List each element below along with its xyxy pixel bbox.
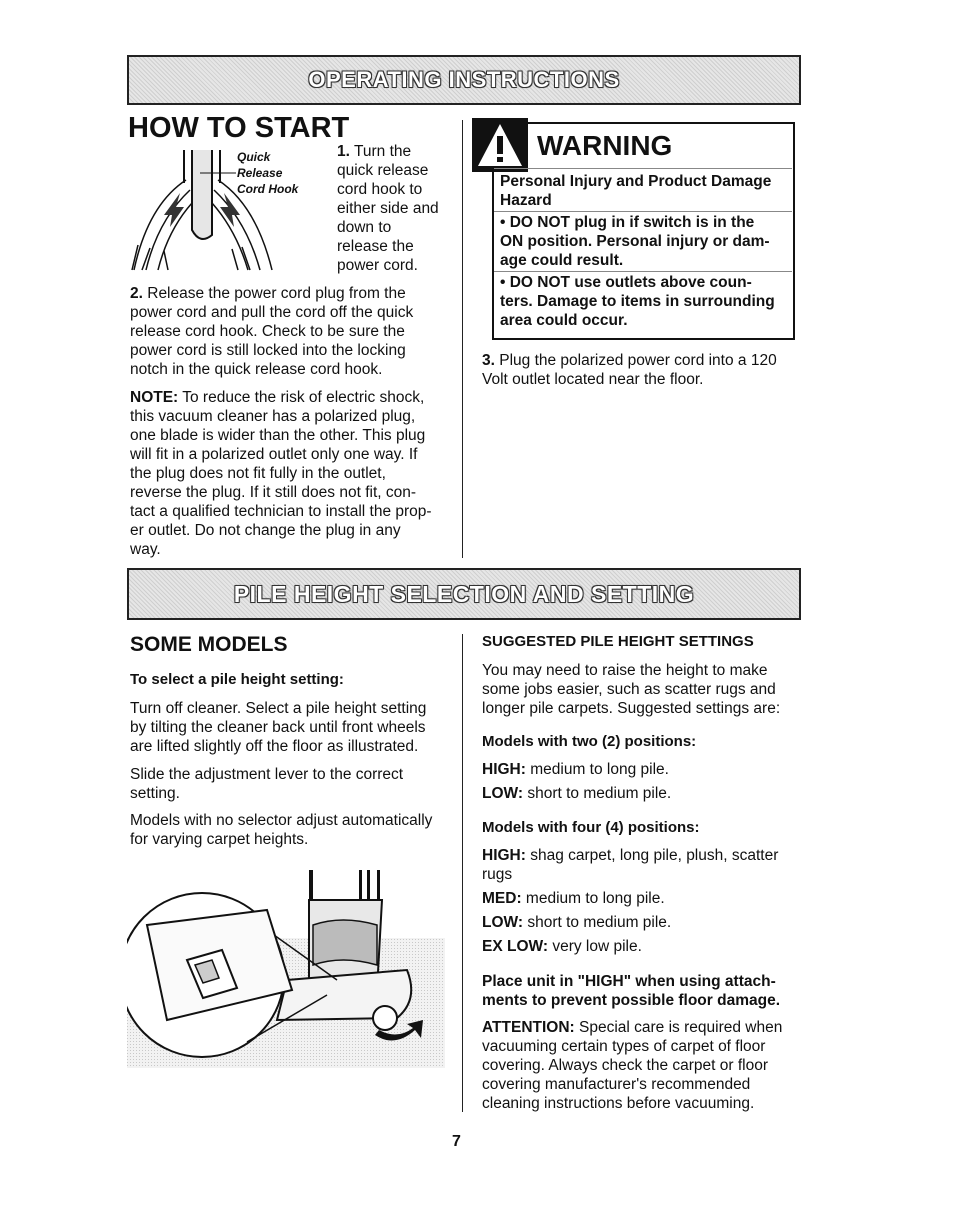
two-positions-title: Models with two (2) positions: bbox=[482, 733, 697, 750]
step-1-line: cord hook to bbox=[337, 181, 423, 198]
attention-line: covering. Always check the carpet or floor bbox=[482, 1057, 769, 1074]
paragraph-line: are lifted slightly off the floor as illustrated. bbox=[130, 738, 419, 755]
paragraph-line: for varying carpet heights. bbox=[130, 831, 309, 848]
label-release: Release bbox=[237, 166, 283, 180]
column-divider-bottom bbox=[462, 634, 463, 1112]
page-number: 7 bbox=[452, 1133, 461, 1150]
paragraph-line: by tilting the cleaner back until front wheels bbox=[130, 719, 426, 736]
label-quick: Quick bbox=[237, 150, 271, 164]
setting-label: LOW: bbox=[482, 785, 524, 802]
place-unit-note bbox=[482, 972, 780, 1010]
note-line: way. bbox=[130, 541, 161, 558]
some-models-subtitle: To select a pile height setting: bbox=[130, 671, 344, 688]
operating-instructions-banner bbox=[127, 55, 801, 105]
two-high-setting bbox=[482, 760, 669, 779]
warning-bullet-2 bbox=[500, 273, 792, 330]
setting-label: MED: bbox=[482, 890, 522, 907]
warning-separator bbox=[494, 211, 792, 212]
step-3-number: 3. bbox=[482, 352, 495, 369]
warning-bullet-line: • DO NOT use outlets above coun- bbox=[500, 274, 752, 291]
setting-text: very low pile. bbox=[548, 938, 642, 955]
note-line: tact a qualified technician to install the prop- bbox=[130, 503, 432, 520]
step-2-line: notch in the quick release cord hook. bbox=[130, 361, 383, 378]
warning-hazard-line: Personal Injury and Product Damage bbox=[500, 173, 772, 190]
paragraph-line: Slide the adjustment lever to the correct bbox=[130, 766, 404, 783]
note-line: reverse the plug. If it still does not fit, con- bbox=[130, 484, 417, 501]
warning-separator bbox=[494, 271, 792, 272]
four-low-setting bbox=[482, 913, 671, 932]
setting-text: short to medium pile. bbox=[523, 785, 672, 802]
pile-height-banner bbox=[127, 568, 801, 620]
warning-bullet-1 bbox=[500, 213, 792, 270]
step-1-line: Turn the bbox=[353, 143, 412, 160]
intro-line: some jobs easier, such as scatter rugs and bbox=[482, 681, 776, 698]
warning-bullet-line: ters. Damage to items in surrounding bbox=[500, 293, 775, 310]
two-low-setting bbox=[482, 784, 671, 803]
step-1-line: quick release bbox=[337, 162, 429, 179]
warning-bullet-line: area could occur. bbox=[500, 312, 628, 329]
step-2-line: power cord and pull the cord off the quick bbox=[130, 304, 414, 321]
warning-hazard-line: Hazard bbox=[500, 192, 552, 209]
warning-bullet-line: ON position. Personal injury or dam- bbox=[500, 233, 770, 250]
note-paragraph bbox=[130, 388, 432, 559]
setting-text: rugs bbox=[482, 866, 513, 883]
step-2-line: Release the power cord plug from the bbox=[142, 285, 406, 302]
step-1-line: either side and bbox=[337, 200, 439, 217]
attention-line: covering manufacturer's recommended bbox=[482, 1076, 751, 1093]
warning-separator bbox=[494, 168, 792, 169]
four-exlow-setting bbox=[482, 937, 642, 956]
note-label: NOTE: bbox=[130, 389, 179, 406]
intro-line: longer pile carpets. Suggested settings are: bbox=[482, 700, 781, 717]
right-arrow-icon bbox=[220, 193, 240, 227]
note-line: will fit in a polarized outlet only one way. If bbox=[130, 446, 418, 463]
step-1-line: power cord. bbox=[337, 257, 418, 274]
note-line: the plug does not fit fully in the outlet, bbox=[130, 465, 386, 482]
left-arrow-icon bbox=[164, 193, 184, 227]
note-line: this vacuum cleaner has a polarized plug, bbox=[130, 408, 416, 425]
suggested-intro bbox=[482, 661, 780, 718]
intro-line: You may need to raise the height to make bbox=[482, 662, 768, 679]
step-2-number: 2. bbox=[130, 285, 143, 302]
column-divider-top bbox=[462, 120, 463, 558]
note-line: one blade is wider than the other. This plug bbox=[130, 427, 426, 444]
attention-label: ATTENTION: bbox=[482, 1019, 575, 1036]
attention-line: Special care is required when bbox=[574, 1019, 783, 1036]
step-3 bbox=[482, 351, 777, 389]
some-models-title: SOME MODELS bbox=[130, 633, 288, 656]
setting-text: medium to long pile. bbox=[525, 761, 669, 778]
some-models-paragraph-1 bbox=[130, 699, 426, 756]
warning-icon-block bbox=[472, 118, 528, 172]
setting-label: LOW: bbox=[482, 914, 524, 931]
banner-title: PILE HEIGHT SELECTION AND SETTING bbox=[233, 580, 695, 607]
paragraph-line: Turn off cleaner. Select a pile height setting bbox=[130, 700, 427, 717]
step-1-line: down to bbox=[337, 219, 392, 236]
setting-label: HIGH: bbox=[482, 847, 526, 864]
four-high-setting bbox=[482, 846, 778, 884]
how-to-start-title: HOW TO START bbox=[128, 112, 350, 144]
banner-title: OPERATING INSTRUCTIONS bbox=[308, 67, 620, 92]
step-1 bbox=[337, 142, 439, 275]
warning-hazard bbox=[500, 172, 792, 210]
some-models-paragraph-2 bbox=[130, 765, 403, 803]
attention-line: vacuuming certain types of carpet of floor bbox=[482, 1038, 766, 1055]
setting-text: medium to long pile. bbox=[521, 890, 665, 907]
note-line: To reduce the risk of electric shock, bbox=[178, 389, 425, 406]
four-positions-title: Models with four (4) positions: bbox=[482, 819, 700, 836]
warning-bullet-line: • DO NOT plug in if switch is in the bbox=[500, 214, 755, 231]
setting-label: EX LOW: bbox=[482, 938, 549, 955]
step-2-line: release cord hook. Check to be sure the bbox=[130, 323, 405, 340]
paragraph-line: setting. bbox=[130, 785, 180, 802]
attention-paragraph bbox=[482, 1018, 782, 1113]
place-line: Place unit in "HIGH" when using attach- bbox=[482, 973, 776, 990]
warning-triangle-icon bbox=[472, 118, 528, 172]
place-line: ments to prevent possible floor damage. bbox=[482, 992, 781, 1009]
setting-text: short to medium pile. bbox=[523, 914, 672, 931]
warning-bullet-line: age could result. bbox=[500, 252, 624, 269]
step-3-line: Volt outlet located near the floor. bbox=[482, 371, 704, 388]
step-1-line: release the bbox=[337, 238, 414, 255]
note-line: er outlet. Do not change the plug in any bbox=[130, 522, 401, 539]
four-med-setting bbox=[482, 889, 665, 908]
suggested-title: SUGGESTED PILE HEIGHT SETTINGS bbox=[482, 633, 754, 650]
vacuum-pile-height-illustration bbox=[127, 870, 445, 1068]
setting-text: shag carpet, long pile, plush, scatter bbox=[525, 847, 779, 864]
attention-line: cleaning instructions before vacuuming. bbox=[482, 1095, 755, 1112]
step-2-line: power cord is still locked into the locking bbox=[130, 342, 406, 359]
step-1-number: 1. bbox=[337, 143, 350, 160]
some-models-paragraph-3 bbox=[130, 811, 432, 849]
paragraph-line: Models with no selector adjust automatically bbox=[130, 812, 433, 829]
step-2 bbox=[130, 284, 413, 379]
label-cord-hook: Cord Hook bbox=[237, 182, 299, 196]
warning-title: WARNING bbox=[537, 130, 673, 161]
setting-label: HIGH: bbox=[482, 761, 526, 778]
step-3-line: Plug the polarized power cord into a 120 bbox=[494, 352, 777, 369]
cord-hook-shape bbox=[192, 150, 212, 239]
